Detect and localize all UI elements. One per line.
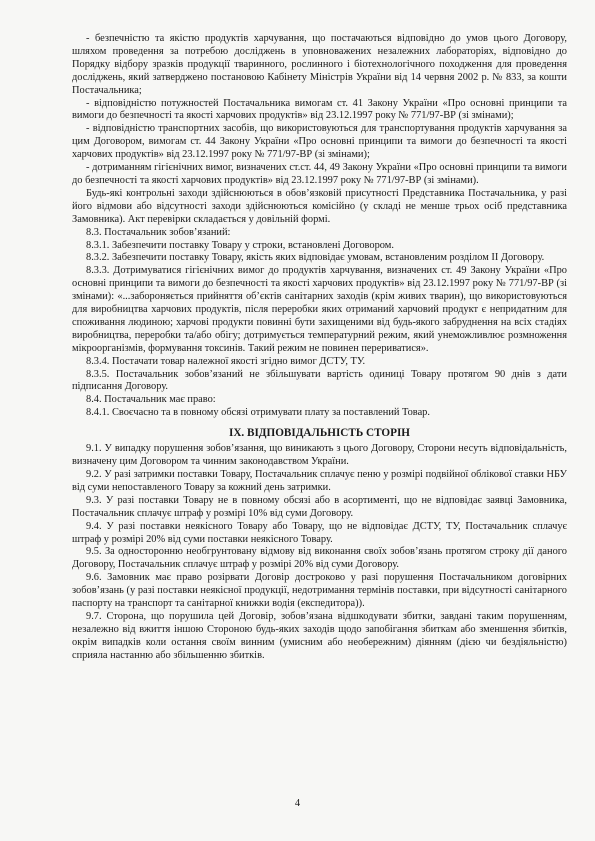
clause-9-2: 9.2. У разі затримки поставки Товару, Постачальник сплачує пеню у розмірі подвійної облікової ставки НБУ від суми непоставленого Товару за кожний день затримки. — [72, 469, 567, 493]
paragraph-8-2-item-4: - дотриманням гігієнічних вимог, визначених ст.ст. 44, 49 Закону України «Про основні принципи та вимоги до безпечності та якості харчових продуктів» від 23.12.1997 року № 771/97-ВР (зі змінами). — [72, 162, 567, 186]
paragraph-8-2-item-3: - відповідністю транспортних засобів, що використовуються для транспортування продуктів харчування за цим Договором, вимогам ст. 44 Закону України «Про основні принципи та вимоги до безпечності та якості харчових продуктів» від 23.12.1997 року № 771/97-ВР (зі змінами); — [72, 123, 567, 161]
paragraph-control-measures: Будь-які контрольні заходи здійснюються в обов’язковій присутності Представника Постачальника, у разі його відмови або відсутності заходи здійснюються комісійно (у складі не менше трьох осіб представника Замовника). Акт перевірки складається у довільній формі. — [72, 187, 567, 225]
page-number: 4 — [294, 798, 301, 809]
clause-9-6: 9.6. Замовник має право розірвати Договір достроково у разі порушення Постачальником договірних зобов’язань (у разі поставки неякісної продукції, недотримання термінів поставки, при відсутності санітарного паспорту на транспорт та санітарної книжки водія (експедитора)). — [72, 572, 567, 610]
clause-8-3-1: 8.3.1. Забезпечити поставку Товару у строки, встановлені Договором. — [86, 239, 394, 251]
clause-8-3-5: 8.3.5. Постачальник зобов’язаний не збільшувати вартість одиниці Товару протягом 90 днів з дати підписання Договору. — [72, 368, 567, 393]
paragraph-8-2-item-2: - відповідністю потужностей Постачальника вимогам ст. 41 Закону України «Про основні принципи та вимоги до безпечності та якості харчових продуктів» від 23.12.1997 року № 771/97-ВР (зі змінами); — [72, 97, 567, 122]
paragraph-8-2-item-1: - безпечністю та якістю продуктів харчування, що постачаються відповідно до умов цього Договору, шляхом проведення за потребою досліджень в уповноважених незалежних лабораторіях, відповідно до Порядку відбору зразків продукції тваринного, рослинного і біотехнологічного походження для проведення досліджень, який затверджено постановою Кабінету Міністрів України від 14 червня 2002 р. № 833, за кошти Постачальника; — [72, 33, 567, 96]
clause-8-4: 8.4. Постачальник має право: — [86, 394, 216, 406]
clause-9-5: 9.5. За односторонню необгрунтовану відмову від виконання своїх зобов’язань протягом строку дії даного Договору, Постачальник сплачує штраф у розмірі 20% від суми Договору. — [72, 546, 567, 571]
clause-9-3: 9.3. У разі поставки Товару не в повному обсязі або в асортименті, що не відповідає заявці Замовника, Постачальник сплачує штраф у розмірі 10% від суми Договору. — [72, 494, 567, 519]
clause-8-3: 8.3. Постачальник зобов’язаний: — [86, 226, 231, 238]
section-9 — [72, 443, 567, 662]
section-8-continued — [72, 33, 567, 420]
clause-9-7: 9.7. Сторона, що порушила цей Договір, зобов’язана відшкодувати збитки, завдані таким порушенням, незалежно від вжиття іншою Стороною будь-яких заходів щодо запобігання збиткам або зменшення збитків, окрім випадків коли остання своїм винним (умисним або необережним) діянням (дією чи бездіяльністю) сприяла настанню або збільшенню збитків. — [72, 610, 567, 661]
clause-8-4-1: 8.4.1. Своєчасно та в повному обсязі отримувати плату за поставлений Товар. — [86, 407, 430, 419]
clause-9-1: 9.1. У випадку порушення зобов’язання, що виникають з цього Договору, Сторони несуть відповідальність, визначену цим Договором та чинним законодавством України. — [72, 443, 567, 468]
clause-9-4: 9.4. У разі поставки неякісного Товару або Товару, що не відповідає ДСТУ, ТУ, Постачальник сплачує штраф у розмірі 20% від суми поставки неякісного Товару. — [72, 520, 567, 545]
section-9-heading: IX. ВІДПОВІДАЛЬНІСТЬ СТОРІН — [228, 427, 411, 440]
clause-8-3-3: 8.3.3. Дотримуватися гігієнічних вимог до продуктів харчування, визначених ст. 49 Закону України «Про основні принципи та вимоги до безпечності та якості харчових продуктів» від 23.12.1997 року № 771/97-ВР (зі змінами): «...забороняється прийняття об’єктів санітарних заходів (крім живих тварин), що використовуються для виробництва харчових продуктів, після переробки яких отриманий харчовий продукт є непридатним для споживання людиною; харчові продукти повинні бути захищеними від будь-якого забруднення на всіх стадіях виробництва, переробки та/або обігу; дотримується температурний режим, який унеможливлює розмноження мікроорганізмів, формування токсинів. Такий режим не повинен перериватися». — [72, 265, 567, 354]
clause-8-3-4: 8.3.4. Постачати товар належної якості згідно вимог ДСТУ, ТУ. — [86, 355, 366, 367]
clause-8-3-2: 8.3.2. Забезпечити поставку Товару, якість яких відповідає умовам, встановленим розділом ІІ Договору. — [86, 252, 545, 264]
